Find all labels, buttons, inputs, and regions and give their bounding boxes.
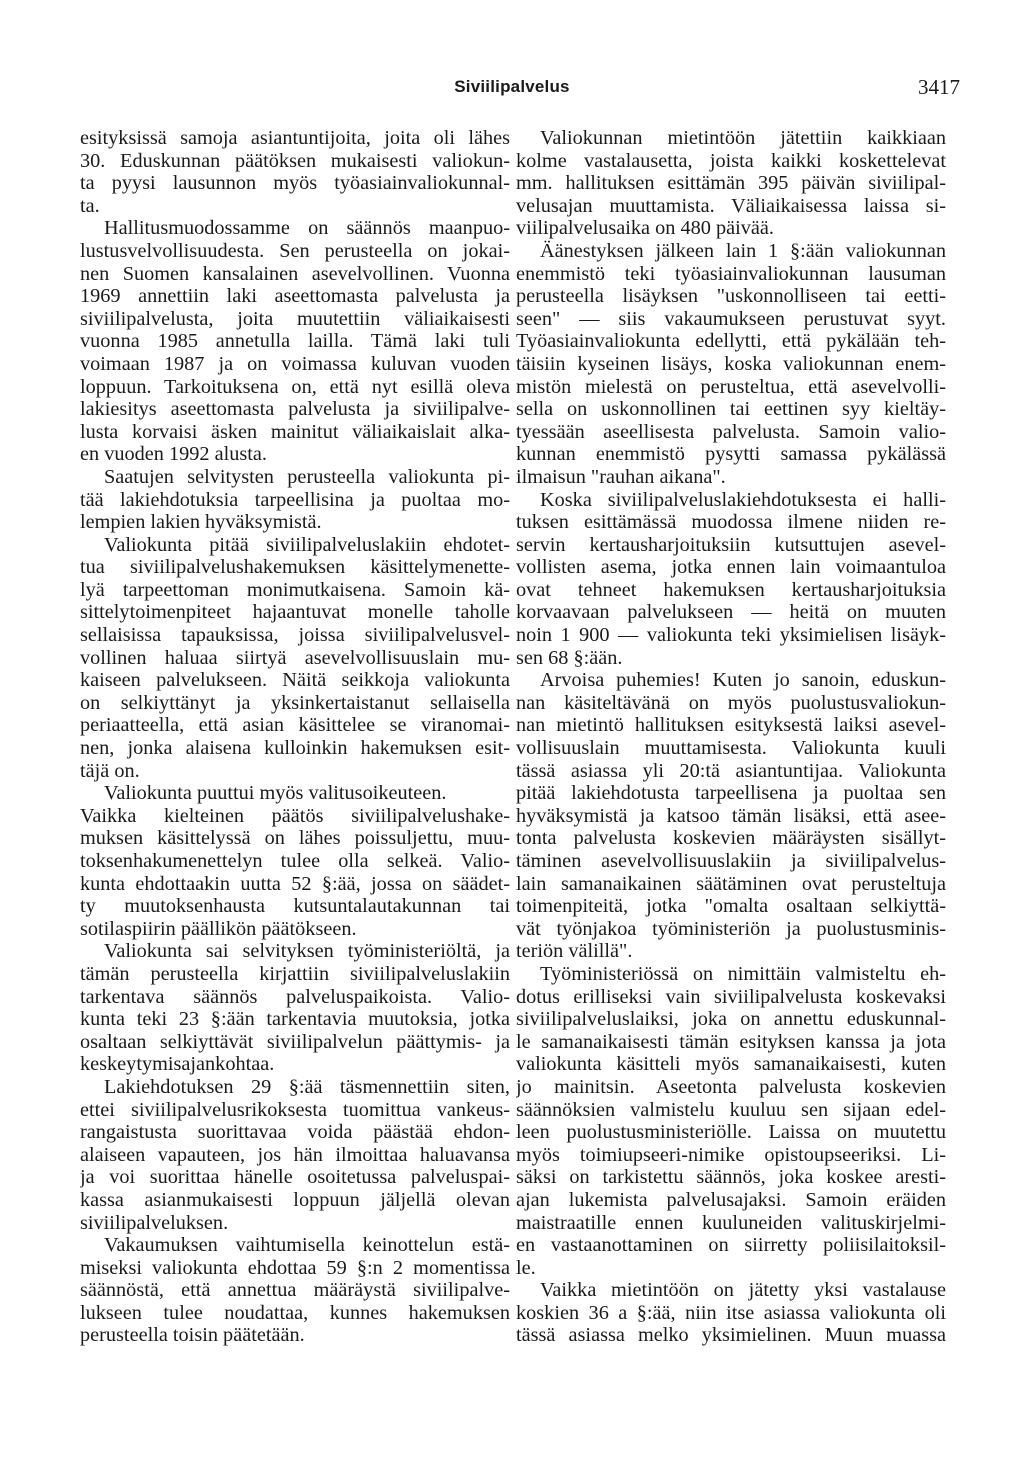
text-line: korvaavaan palvelukseen — heitä on muuten: [516, 601, 946, 624]
text-line: Hallitusmuodossamme on säännös maanpuo-: [104, 217, 510, 240]
text-line: vuonna 1985 annetulla lailla. Tämä laki tuli: [80, 330, 510, 353]
text-line: ovat tehneet hakemuksen kertausharjoituksia: [516, 578, 946, 601]
text-line: nan mietintö hallituksen esityksestä laiksi asevel-: [516, 714, 946, 737]
text-line: 30. Eduskunnan päätöksen mukaisesti valiokun-: [80, 149, 510, 172]
text-line: Työministeriössä on nimittäin valmisteltu eh-: [540, 962, 946, 985]
text-line: maistraatille ennen kuuluneiden valituskirjelmi-: [516, 1211, 946, 1234]
text-line: sella on uskonnollinen tai eettinen syy kieltäy-: [516, 398, 946, 421]
text-line: kassa asianmukaisesti loppuun jäljellä olevan: [80, 1188, 510, 1211]
text-line: jo mainitsin. Aseetonta palvelusta koskevien: [516, 1075, 946, 1098]
left-text-column: [80, 127, 510, 1347]
text-line: kunta teki 23 §:ään tarkentavia muutoksia, jotka: [80, 1008, 510, 1031]
text-line: toimenpiteitä, jotka "omalta osaltaan selkiyttä-: [516, 895, 946, 918]
text-line: lempien lakien hyväksymistä.: [80, 511, 322, 534]
text-line: täminen asevelvollisuuslakiin ja siviilipalvelus-: [516, 850, 946, 872]
text-line: säännöstä, että annettua määräystä siviilipalve-: [80, 1279, 510, 1302]
text-line: voimaan 1987 ja on voimassa kuluvan vuoden: [80, 352, 510, 375]
text-line: servin kertausharjoituksiin kutsuttujen asevel-: [516, 533, 946, 556]
text-line: sellaisissa tapauksissa, joissa siviilipalvelusvel-: [80, 624, 510, 647]
text-line: Valiokunta pitää siviilipalveluslakiin ehdotet-: [104, 533, 510, 556]
text-line: vollinen haluaa siirtyä asevelvollisuuslain mu-: [80, 646, 510, 669]
text-line: Äänestyksen jälkeen lain 1 §:ään valiokunnan: [540, 239, 946, 262]
right-text-column: [516, 127, 946, 1347]
text-line: tää lakiehdotuksia tarpeellisina ja puoltaa mo-: [80, 488, 510, 511]
text-line: Valiokunnan mietintöön jätettiin kaikkiaan: [540, 127, 946, 149]
text-line: tässä asiassa melko yksimielinen. Muun muassa: [516, 1324, 946, 1347]
text-line: ettei siviilipalvelusrikoksesta tuomittua vankeus-: [80, 1098, 510, 1121]
text-line: täisiin kyseinen lisäys, koska valiokunnan enem-: [516, 352, 946, 375]
text-line: hyväksymistä ja katsoo tämän lisäksi, että asee-: [516, 804, 946, 827]
text-line: siviilipalveluksen.: [80, 1211, 229, 1234]
text-line: koskien 36 a §:ää, niin itse asiassa valiokunta oli: [516, 1301, 946, 1324]
text-line: tua siviilipalvelushakemuksen käsittelymenette-: [80, 556, 510, 579]
text-line: keskeytymisajankohtaa.: [80, 1053, 275, 1076]
text-line: kaiseen palvelukseen. Näitä seikkoja valiokunta: [80, 669, 510, 692]
text-line: seen" — siis vakaumukseen perustuvat syyt.: [516, 307, 946, 330]
text-line: on selkiyttänyt ja yksinkertaistanut sellaisella: [80, 691, 510, 714]
text-line: ilmaisun "rauhan aikana".: [516, 465, 726, 488]
text-line: sittelytoimenpiteet hajaantuvat monelle taholle: [80, 601, 510, 624]
text-line: muksen käsittelyssä on lähes poissuljettu, muu-: [80, 827, 510, 850]
running-header: [0, 77, 1024, 107]
text-line: le.: [516, 1256, 536, 1279]
text-line: Vakaumuksen vaihtumisella keinottelun estä-: [104, 1234, 510, 1257]
text-line: lusta korvaisi äsken mainitut väliaikaislait alka-: [80, 420, 510, 443]
text-line: sotilaspiirin päällikön päätökseen.: [80, 917, 357, 940]
text-line: tyessään aseellisesta palvelusta. Samoin valio-: [516, 420, 946, 443]
text-line: säännöksien valmistelu kuuluu sen sijaan edel-: [516, 1098, 946, 1121]
text-line: ta pyysi lausunnon myös työasiainvaliokunnal-: [80, 172, 510, 195]
text-line: nen Suomen kansalainen asevelvollinen. Vuonna: [80, 262, 510, 285]
text-line: Arvoisa puhemies! Kuten jo sanoin, eduskun-: [540, 669, 946, 692]
text-line: vollisten asema, jotka ennen lain voimaantuloa: [516, 556, 946, 579]
text-line: Saatujen selvitysten perusteella valiokunta pi-: [104, 465, 510, 488]
text-line: rangaistusta suorittavaa voida päästää ehdon-: [80, 1121, 510, 1144]
text-line: Vaikka mietintöön on jätetty yksi vastalause: [540, 1279, 946, 1302]
text-line: tämän perusteella kirjattiin siviilipalveluslakiin: [80, 962, 510, 985]
text-line: en vuoden 1992 alusta.: [80, 443, 267, 466]
text-line: dotus erilliseksi vain siviilipalvelusta koskevaksi: [516, 985, 946, 1008]
text-line: enemmistö teki työasiainvaliokunnan lausuman: [516, 262, 946, 285]
text-line: 1969 annettiin laki aseettomasta palvelusta ja: [80, 285, 510, 308]
text-line: kunta ehdottaakin uutta 52 §:ää, jossa on säädet-: [80, 872, 510, 895]
text-line: siviilipalveluslaiksi, joka on annettu eduskunnal-: [516, 1008, 946, 1031]
page-number: 3417: [918, 75, 960, 99]
text-line: loppuun. Tarkoituksena on, että nyt esillä oleva: [80, 375, 510, 398]
text-line: Vaikka kielteinen päätös siviilipalvelushake-: [80, 804, 510, 827]
text-line: vät työnjakoa työministeriön ja puolustusminis-: [516, 917, 946, 940]
text-line: periaatteella, että asian käsittelee se viranomai-: [80, 714, 510, 737]
text-line: lukseen tulee noudattaa, kunnes hakemuksen: [80, 1301, 510, 1324]
text-line: lyä tarpeettoman monimutkaisena. Samoin kä-: [80, 578, 510, 601]
text-line: pitää lakiehdotusta tarpeellisena ja puoltaa sen: [516, 782, 946, 805]
text-line: osaltaan selkiyttävät siviilipalvelun päättymis- ja: [80, 1030, 510, 1053]
text-line: esityksissä samoja asiantuntijoita, joita oli lähes: [80, 127, 510, 149]
text-line: velusajan muuttamista. Väliaikaisessa laissa si-: [516, 194, 946, 217]
text-line: lustusvelvollisuudesta. Sen perusteella on jokai-: [80, 239, 510, 262]
text-line: leen puolustusministeriölle. Laissa on muutettu: [516, 1121, 946, 1144]
text-line: ta.: [80, 194, 100, 217]
text-line: perusteella toisin päätetään.: [80, 1324, 305, 1347]
text-line: täjä on.: [80, 759, 140, 782]
text-line: kolme vastalausetta, joista kaikki koskettelevat: [516, 149, 946, 172]
text-line: en vastaanottaminen on siirretty poliisilaitoksil-: [516, 1234, 946, 1257]
text-line: Koska siviilipalveluslakiehdotuksesta ei halli-: [540, 488, 946, 511]
text-line: tonta palvelusta koskevien määräysten sisällyt-: [516, 827, 946, 850]
text-line: nen, jonka alaisena kulloinkin hakemuksen esit-: [80, 737, 510, 760]
text-line: siviilipalvelusta, joita muutettiin väliaikaisesti: [80, 307, 510, 330]
text-line: ajan lukemista palvelusajaksi. Samoin eräiden: [516, 1188, 946, 1211]
text-line: viilipalvelusaika on 480 päivää.: [516, 217, 774, 240]
text-line: Valiokunta sai selvityksen työministeriöltä, ja: [104, 940, 510, 963]
text-line: nan käsiteltävänä on myös puolustusvaliokun-: [516, 691, 946, 714]
text-line: vollisuuslain muuttamisesta. Valiokunta kuuli: [516, 737, 946, 760]
text-line: lain samanaikainen säätäminen ovat perusteltuja: [516, 872, 946, 895]
text-line: mm. hallituksen esittämän 395 päivän siviilipal-: [516, 172, 946, 195]
text-line: säksi on tarkistettu säännös, joka koskee aresti-: [516, 1166, 946, 1189]
text-line: teriön välillä".: [516, 940, 633, 963]
text-line: mistön mielestä on perusteltua, että asevelvolli-: [516, 375, 946, 398]
text-line: valiokunta käsitteli myös samanaikaisesti, kuten: [516, 1053, 946, 1076]
text-line: tarkentava säännös palveluspaikoista. Valio-: [80, 985, 510, 1008]
text-line: sen 68 §:ään.: [516, 646, 623, 669]
text-line: noin 1 900 — valiokunta teki yksimielisen lisäyk-: [516, 624, 946, 647]
text-line: ja voi suorittaa hänelle osoitetussa palveluspai-: [80, 1166, 510, 1189]
text-line: Työasiainvaliokunta edellytti, että pykälään teh-: [516, 330, 946, 353]
running-title: Siviilipalvelus: [454, 77, 570, 96]
text-line: kunnan enemmistö pysytti samassa pykälässä: [516, 443, 946, 466]
text-line: toksenhakumenettelyn tulee olla selkeä. Valio-: [80, 850, 510, 872]
text-line: ty muutoksenhausta kutsuntalautakunnan tai: [80, 895, 510, 918]
text-line: lakiesitys aseettomasta palvelusta ja siviilipalve-: [80, 398, 510, 421]
text-line: alaiseen vapauteen, jos hän ilmoittaa haluavansa: [80, 1143, 510, 1166]
text-line: perusteella lisäyksen "uskonnolliseen tai eetti-: [516, 285, 946, 308]
text-line: myös toimiupseeri-nimike opistoupseeriksi. Li-: [516, 1143, 946, 1166]
text-line: miseksi valiokunta ehdottaa 59 §:n 2 momentissa: [80, 1256, 510, 1279]
text-line: tuksen esittämässä muodossa ilmene niiden re-: [516, 511, 946, 534]
text-line: le samanaikaisesti tämän esityksen kanssa ja jota: [516, 1030, 946, 1053]
text-line: Lakiehdotuksen 29 §:ää täsmennettiin siten,: [104, 1075, 510, 1098]
text-line: tässä asiassa yli 20:tä asiantuntijaa. Valiokunta: [516, 759, 946, 782]
text-line: Valiokunta puuttui myös valitusoikeuteen.: [104, 782, 447, 805]
